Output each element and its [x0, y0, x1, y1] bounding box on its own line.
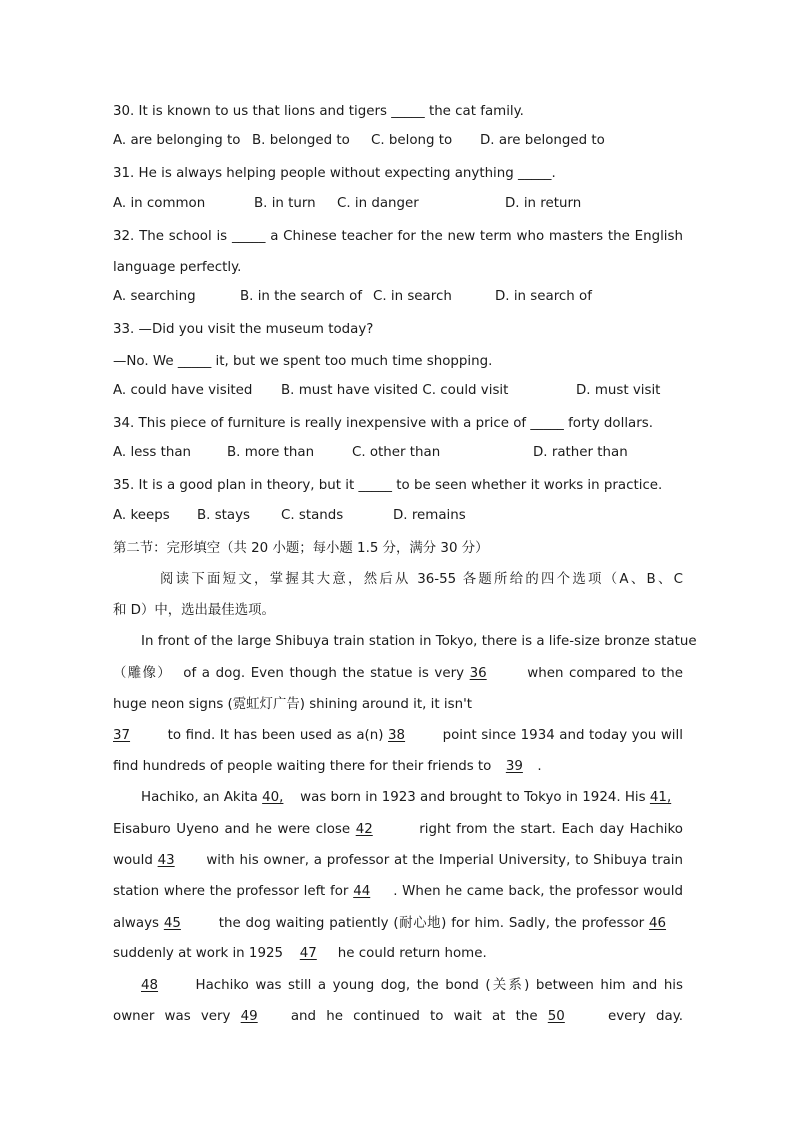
q35-option-d: D. remains: [393, 508, 466, 523]
question-32-stem-line2: language perfectly.: [113, 260, 242, 275]
section-heading: 第二节：完形填空（共 20 小题；每小题 1.5 分，满分 30 分）: [113, 541, 489, 556]
q34-option-d: D. rather than: [533, 445, 628, 460]
q34-option-b: B. more than: [227, 445, 315, 460]
passage-p3-line1: 48 Hachiko was still a young dog, the bond (关系) between him and his: [141, 976, 683, 996]
q34-option-c: C. other than: [352, 445, 441, 460]
q32-option-b: B. in the search of: [240, 289, 363, 304]
question-30-stem: 30. It is known to us that lions and tigers _____ the cat family.: [113, 104, 524, 119]
q31-option-b: B. in turn: [254, 196, 316, 211]
passage-p2-line2: Eisaburo Uyeno and he were close 42 right from the start. Each day Hachiko: [113, 820, 683, 840]
q32-option-c: C. in search: [373, 289, 452, 304]
q35-option-a: A. keeps: [113, 508, 170, 523]
passage-p1-line1: In front of the large Shibuya train station in Tokyo, there is a life-size bronze statue: [141, 634, 697, 649]
question-34-stem: 34. This piece of furniture is really inexpensive with a price of _____ forty dollars.: [113, 416, 654, 431]
passage-p2-line4: station where the professor left for 44 . When he came back, the professor would: [113, 882, 683, 902]
q32-option-d: D. in search of: [495, 289, 592, 304]
q30-option-c: C. belong to: [371, 133, 453, 148]
q34-option-a: A. less than: [113, 445, 192, 460]
q33-option-d: D. must visit: [576, 383, 661, 398]
blank-47: 47: [299, 946, 317, 961]
question-33-stem-line2: —No. We _____ it, but we spent too much time shopping.: [113, 354, 493, 369]
q33-option-b-c: B. must have visited C. could visit: [281, 383, 509, 398]
q30-option-b: B. belonged to: [252, 133, 350, 148]
question-31-stem: 31. He is always helping people without expecting anything _____.: [113, 166, 556, 181]
passage-p2-line1: Hachiko, an Akita 40, was born in 1923 and brought to Tokyo in 1924. His 41,: [141, 788, 683, 808]
q31-option-a: A. in common: [113, 196, 206, 211]
blank-41: 41,: [649, 790, 672, 805]
section-instructions-line1: 阅读下面短文，掌握其大意，然后从 36-55 各题所给的四个选项（A、B、C: [160, 572, 683, 587]
blank-37: 37: [113, 728, 131, 743]
passage-p2-line6: suddenly at work in 1925 47 he could return home.: [113, 944, 683, 964]
q30-option-a: A. are belonging to: [113, 133, 241, 148]
blank-45: 45: [163, 916, 181, 931]
blank-36: 36: [469, 666, 487, 681]
blank-42: 42: [355, 822, 373, 837]
blank-49: 49: [240, 1009, 258, 1024]
blank-46: 46: [649, 916, 667, 931]
passage-p1-line5: find hundreds of people waiting there for their friends to 39 .: [113, 757, 683, 777]
blank-48: 48: [141, 978, 159, 993]
blank-39: 39: [505, 759, 523, 774]
blank-44: 44: [353, 884, 371, 899]
passage-p1-line2: （雕像） of a dog. Even though the statue is very 36 when compared to the: [113, 664, 683, 684]
q32-option-a: A. searching: [113, 289, 196, 304]
blank-40: 40,: [262, 790, 284, 805]
question-33-stem-line1: 33. —Did you visit the museum today?: [113, 322, 374, 337]
q35-option-b: B. stays: [197, 508, 251, 523]
section-instructions-line2: 和 D）中，选出最佳选项。: [113, 603, 275, 618]
passage-p1-line4: 37 to find. It has been used as a(n) 38 point since 1934 and today you will: [113, 726, 683, 746]
q35-option-c: C. stands: [281, 508, 344, 523]
q30-option-d: D. are belonged to: [480, 133, 605, 148]
q31-option-c: C. in danger: [337, 196, 419, 211]
blank-43: 43: [157, 853, 175, 868]
passage-p3-line2: owner was very 49 and he continued to wait at the 50 every day.: [113, 1007, 683, 1027]
blank-38: 38: [388, 728, 406, 743]
passage-p2-line3: would 43 with his owner, a professor at the Imperial University, to Shibuya train: [113, 851, 683, 871]
passage-p2-line5: always 45 the dog waiting patiently (耐心地) for him. Sadly, the professor 46: [113, 914, 683, 934]
question-32-stem-line1: 32. The school is _____ a Chinese teacher for the new term who masters the English: [113, 229, 683, 244]
passage-p1-line3: huge neon signs (霓虹灯广告) shining around it, it isn't: [113, 697, 473, 712]
question-35-stem: 35. It is a good plan in theory, but it _____ to be seen whether it works in practice.: [113, 478, 663, 493]
q33-option-a: A. could have visited: [113, 383, 253, 398]
q31-option-d: D. in return: [505, 196, 582, 211]
blank-50: 50: [547, 1009, 565, 1024]
